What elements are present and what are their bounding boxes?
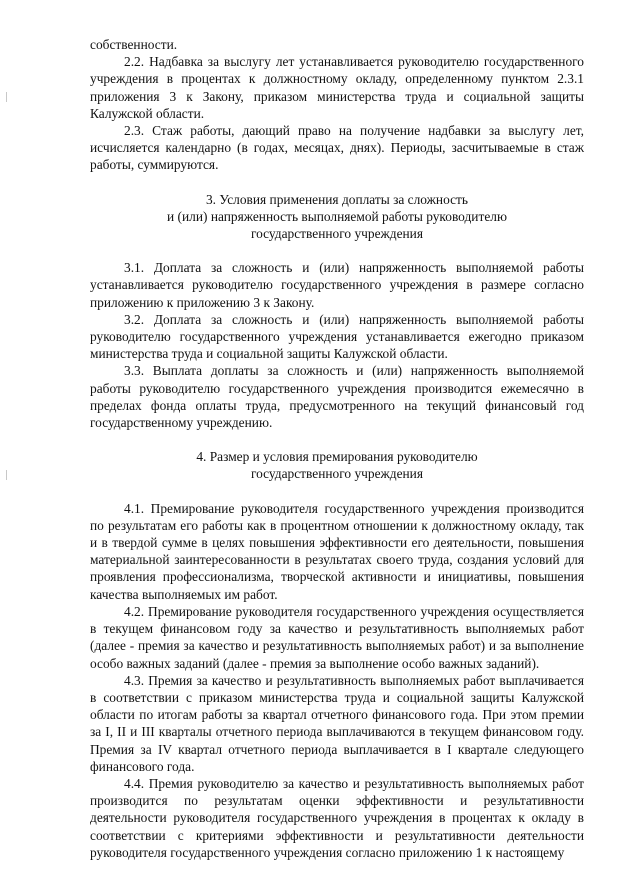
section-4-heading-line-2: государственного учреждения [250, 466, 424, 482]
section-3-heading-line-2: и (или) напряженность выполняемой работы руководителю [167, 208, 507, 224]
paragraph-4-3: 4.3. Премия за качество и результативность выполняемых работ выплачивается в соответствии с приказом министерства труда и социальной защиты Калужской области по итогам работы за квартал отчетного финансового года. При этом премии за I, II и III кварталы отчетного периода выплачиваются в текущем финансовом году. Премия за IV квартал отчетного периода выплачивается в I квартале следующего финансового года. [90, 672, 584, 774]
section-4-heading-line-1: 4. Размер и условия премирования руководителю [196, 449, 478, 465]
document-page [90, 36, 584, 861]
paragraph-4-4: 4.4. Премия руководителю за качество и результативность выполняемых работ производится по результатам оценки эффективности и результативности деятельности руководителя государственного учреждения в процентах к окладу в соответствии с критериями эффективности и результативности деятельности руководителя государственного учреждения согласно приложению 1 к настоящему [90, 775, 584, 860]
spacer [90, 174, 584, 191]
paragraph-3-2: 3.2. Доплата за сложность и (или) напряженность выполняемой работы руководителю государственного учреждения устанавливается ежегодно приказом министерства труда и социальной защиты Калужской области. [90, 311, 584, 362]
paragraph-3-3: 3.3. Выплата доплаты за сложность и (или) напряженность выполняемой работы руководителю государственного учреждения производится ежемесячно в пределах фонда оплаты труда, предусмотренного на текущий финансовый год государственному учреждению. [90, 363, 584, 431]
section-3-heading [90, 191, 584, 243]
section-3-heading-line-1: 3. Условия применения доплаты за сложность [205, 191, 469, 207]
section-4-heading [90, 448, 584, 482]
paragraph-4-1: 4.1. Премирование руководителя государственного учреждения производится по результатам его работы как в процентном отношении к должностному окладу, так и в твердой сумме в целях повышения эффективности его деятельности, повышения материальной заинтересованности в результатах своего труда, создания условий для проявления профессионализма, творческой активности и инициативы, повышения качества выполняемых им работ. [90, 500, 584, 602]
spacer [90, 242, 584, 259]
spacer [90, 431, 584, 448]
paragraph-2-2: 2.2. Надбавка за выслугу лет устанавливается руководителю государственного учреждения в процентах к должностному окладу, определенному пунктом 2.3.1 приложения 3 к Закону, приказом министерства труда и социальной защиты Калужской области. [90, 54, 584, 121]
paragraph-2-3: 2.3. Стаж работы, дающий право на получение надбавки за выслугу лет, исчисляется календарно (в годах, месяцах, днях). Периоды, засчитываемые в стаж работы, суммируются. [90, 123, 584, 173]
paragraph-3-1: 3.1. Доплата за сложность и (или) напряженность выполняемой работы устанавливается руководителю государственного учреждения в размере согласно приложению к приложению 3 к Закону. [90, 260, 584, 310]
paragraph-continuation: собственности. [90, 37, 178, 52]
scan-edge-mark [6, 470, 7, 480]
section-3-heading-line-3: государственного учреждения [250, 226, 424, 242]
spacer [90, 483, 584, 500]
scan-edge-mark [6, 92, 7, 102]
paragraph-4-2: 4.2. Премирование руководителя государственного учреждения осуществляется в текущем финансовом году за качество и результативность выполняемых работ (далее - премия за качество и результативность выполняемых работ) и за выполнение особо важных заданий (далее - премия за выполнение особо важных заданий). [90, 603, 584, 671]
